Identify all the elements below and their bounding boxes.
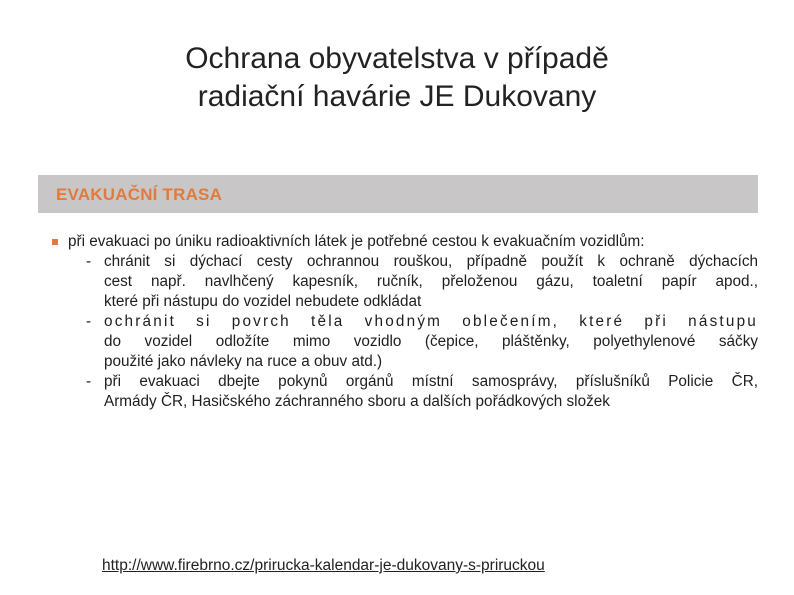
sub-item-3-line-1: při evakuaci dbejte pokynů orgánů místní samosprávy, příslušníků Policie ČR, <box>104 373 758 390</box>
sub-item-protect-body <box>50 312 758 332</box>
evacuation-content <box>50 232 758 412</box>
source-link[interactable]: http://www.firebrno.cz/prirucka-kalendar-je-dukovany-s-priruckou <box>102 557 545 574</box>
slide-title-line-1: Ochrana obyvatelstva v případě <box>185 42 609 75</box>
sub-item-3-line-2: Armády ČR, Hasičského záchranného sboru a dalších pořádkových složek <box>104 393 610 410</box>
section-heading: EVAKUAČNÍ TRASA <box>56 185 223 204</box>
sub-item-1-line-2: cest např. navlhčený kapesník, ručník, přeloženou gázu, toaletní papír apod., <box>104 273 758 290</box>
sub-item-2-line-2: do vozidel odložíte mimo vozidlo (čepice, pláštěnky, polyethylenové sáčky <box>104 333 758 350</box>
sub-item-1-line-3: které při nástupu do vozidel nebudete odkládat <box>104 293 422 310</box>
bullet-item <box>50 232 758 252</box>
sub-item-2-line-1: ochránit si povrch těla vhodným oblečením, které při nástupu <box>104 313 758 330</box>
sub-item-follow-instructions <box>50 372 758 392</box>
section-header-bar <box>38 175 758 213</box>
dash-marker: - <box>86 373 92 390</box>
dash-marker: - <box>86 253 92 270</box>
sub-item-protect-airways <box>50 252 758 272</box>
dash-marker: - <box>86 313 92 330</box>
slide-title <box>0 40 794 116</box>
slide-title-line-2: radiační havárie JE Dukovany <box>197 80 597 113</box>
sub-item-1-line-1: chránit si dýchací cesty ochrannou rouškou, případně použít k ochraně dýchacích <box>104 253 758 270</box>
sub-item-2-line-3: použité jako návleky na ruce a obuv atd.) <box>104 353 383 370</box>
square-bullet-icon <box>52 239 58 245</box>
bullet-text: při evakuaci po úniku radioaktivních látek je potřebné cestou k evakuačním vozidlům: <box>68 233 645 250</box>
